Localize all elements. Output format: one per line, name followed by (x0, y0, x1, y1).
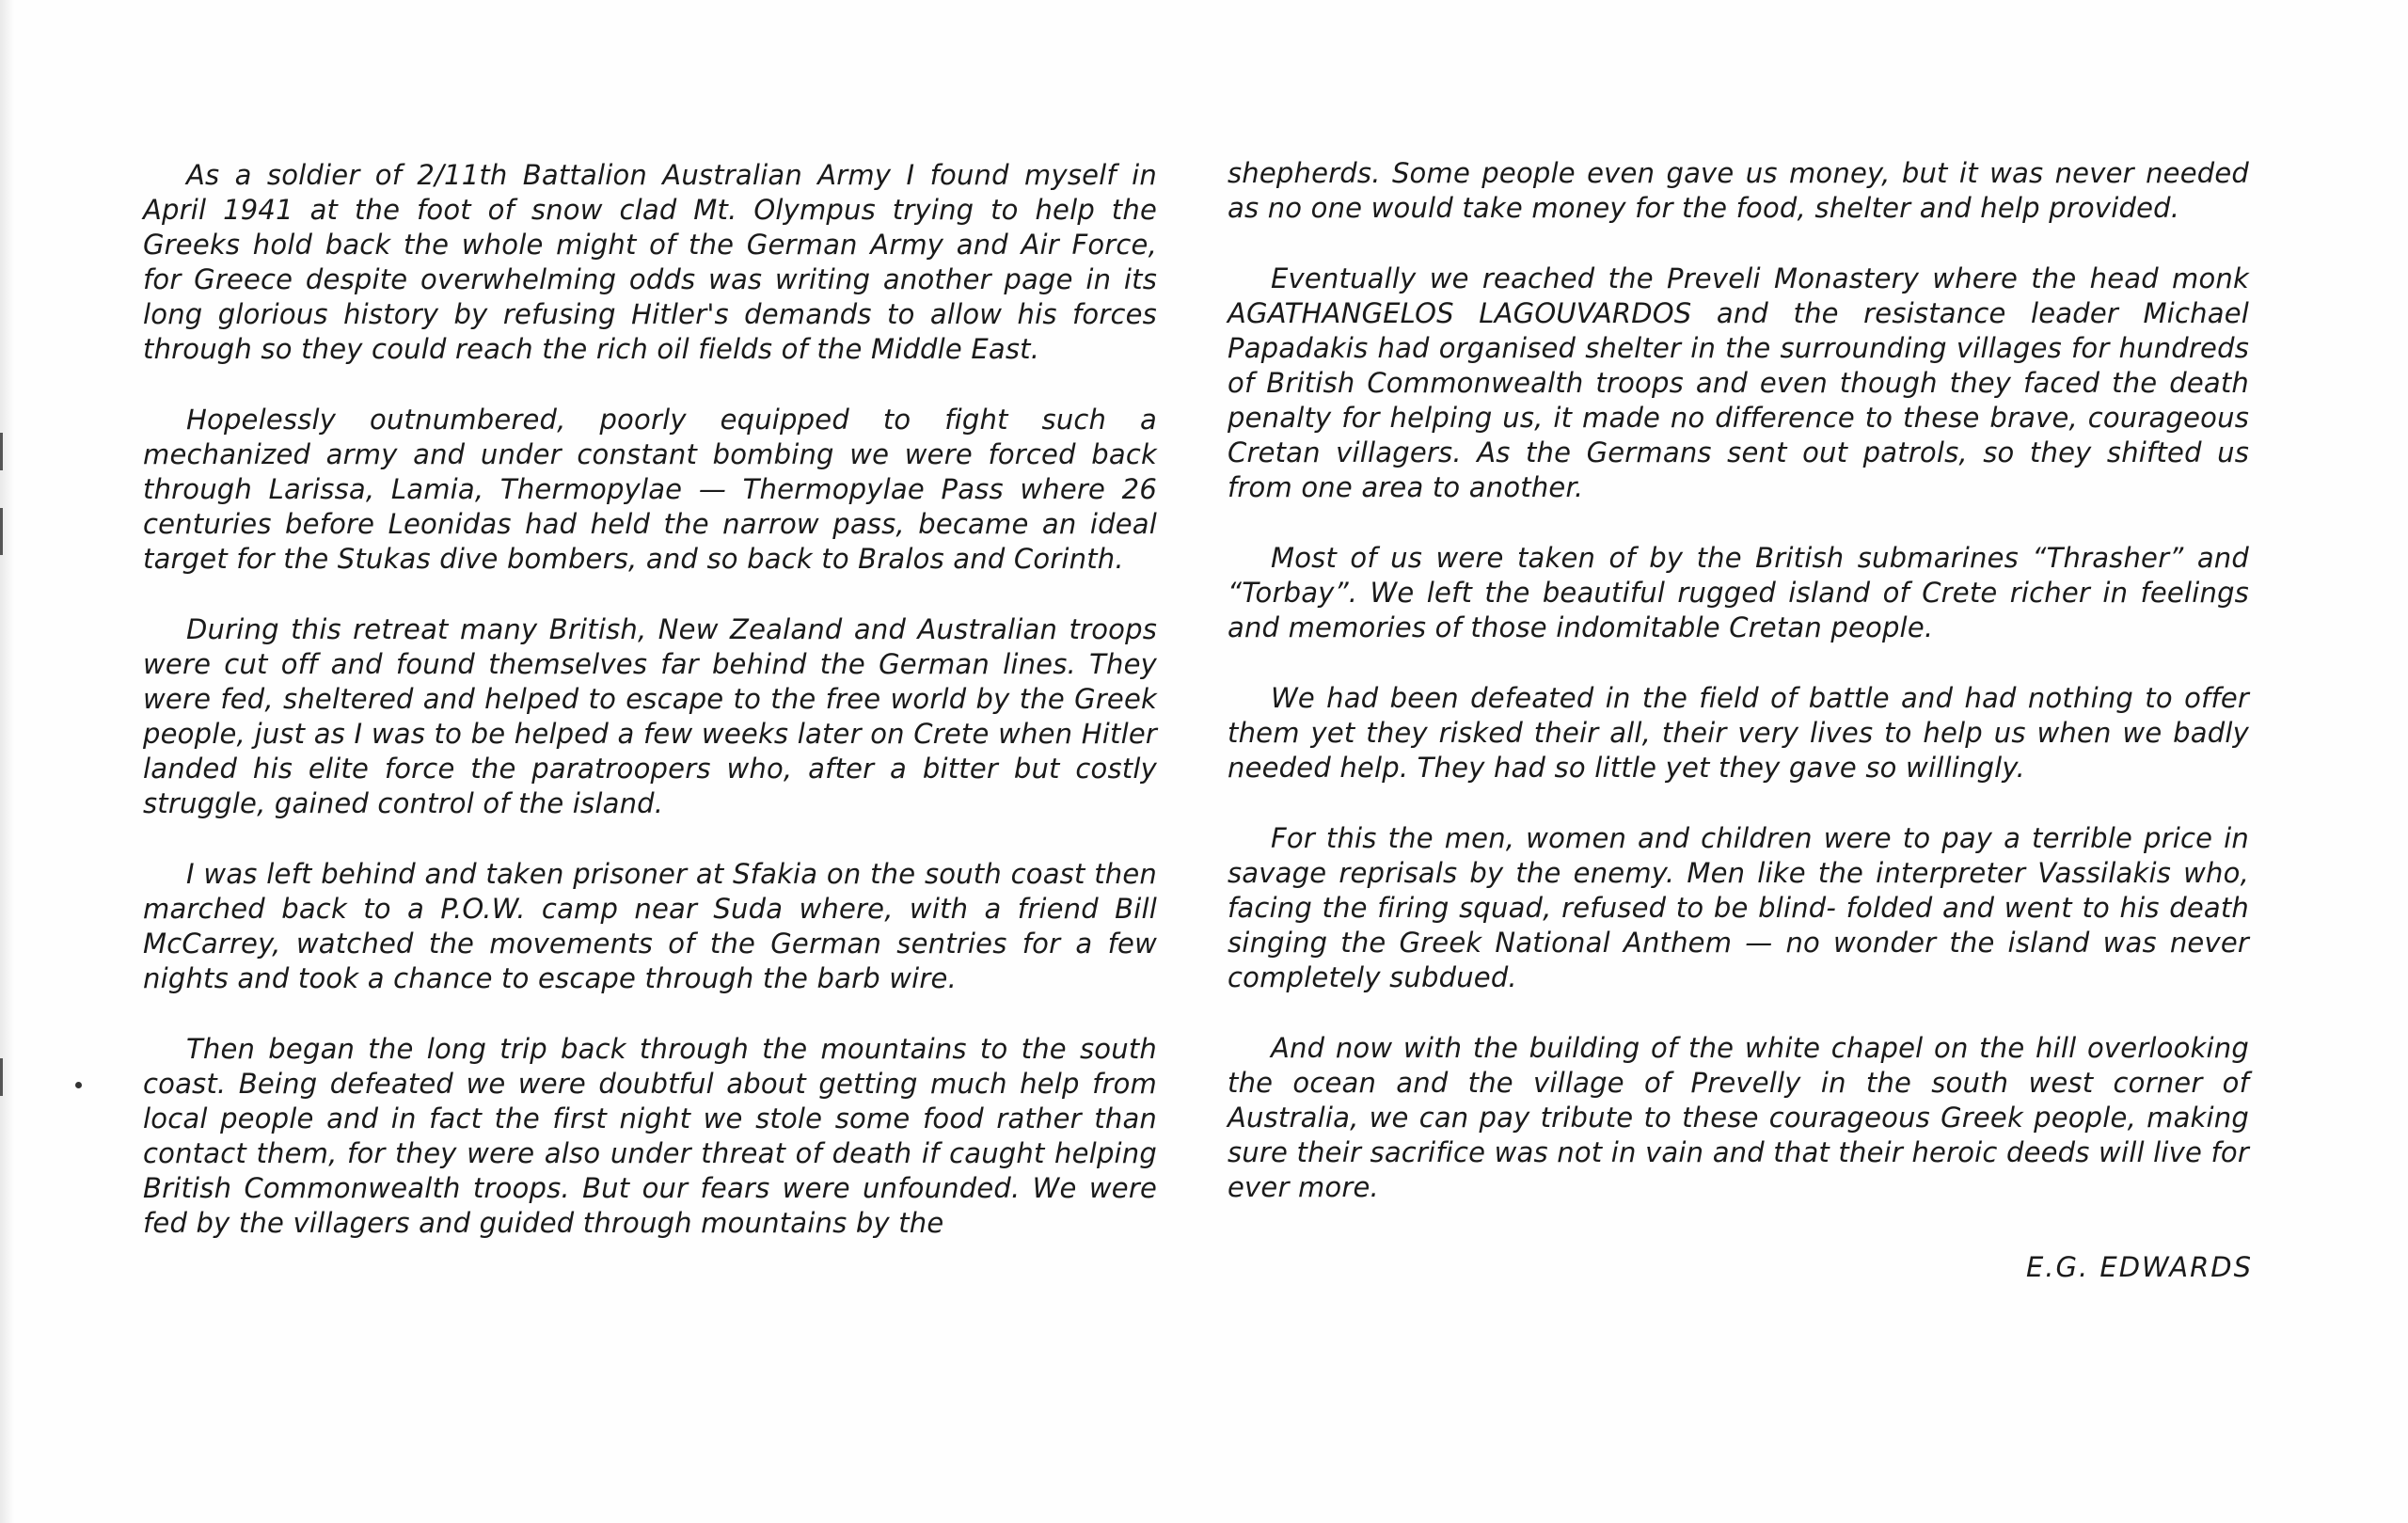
paragraph: Then began the long trip back through the mountains to the south coast. Being defeated we were doubtful about getting much help from local people and in fact the first night we stole some food rather than contact them, for they were also under threat of death if caught helping British Commonwealth troops. But our fears were unfounded. We were fed by the villagers and guided through mountains by the (143, 1033, 1157, 1239)
author-signature: E.G. EDWARDS (2025, 1251, 2253, 1283)
scan-edge-mark (0, 433, 3, 470)
paragraph: Most of us were taken of by the British submarines “Thrasher” and “Torbay”. We left the beautiful rugged island of Crete richer in feelings and memories of those indomitable Cretan people. (1228, 542, 2249, 643)
scan-dot-mark (75, 1082, 82, 1088)
right-column (1228, 156, 2249, 1241)
paragraph: Hopelessly outnumbered, poorly equipped to fight such a mechanized army and under constant bombing we were forced back through Larissa, Lamia, Thermopylae — Thermopylae Pass where 26 centuries before Leonidas had held the narrow pass, became an ideal target for the Stukas dive bombers, and so back to Bralos and Corinth. (143, 404, 1157, 575)
paragraph: As a soldier of 2/11th Battalion Australian Army I found myself in April 1941 at the foot of snow clad Mt. Olympus trying to help the Greeks hold back the whole might of the German Army and Air Force, for Greece despite overwhelming odds was writing another page in its long glorious history by refusing Hitler's demands to allow his forces through so they could reach the rich oil fields of the Middle East. (143, 159, 1157, 365)
paragraph: During this retreat many British, New Zealand and Australian troops were cut off and found themselves far behind the German lines. They were fed, sheltered and helped to escape to the free world by the Greek people, just as I was to be helped a few weeks later on Crete when Hitler landed his elite force the paratroopers who, after a bitter but costly struggle, gained control of the island. (143, 613, 1157, 819)
paragraph: Eventually we reached the Preveli Monastery where the head monk AGATHANGELOS LAGOUVARDOS and the resistance leader Michael Papadakis had organised shelter in the surrounding villages for hundreds of British Commonwealth troops and even though they faced the death penalty for helping us, it made no difference to these brave, courageous Cretan villagers. As the Germans sent out patrols, so they shifted us from one area to another. (1228, 262, 2249, 503)
scan-edge-mark (0, 1058, 3, 1096)
paragraph: We had been defeated in the field of battle and had nothing to offer them yet they risked their all, their very lives to help us when we badly needed help. They had so little yet they gave so willingly. (1228, 682, 2249, 784)
paragraph-continuation: shepherds. Some people even gave us money, but it was never needed as no one would take money for the food, shelter and help provided. (1228, 157, 2249, 224)
paragraph: For this the men, women and children were to pay a terrible price in savage reprisals by the enemy. Men like the interpreter Vassilakis who, facing the firing squad, refused to be blind- folded and went to his death singing the Greek National Anthem — no wonder the island was never completely subdued. (1228, 822, 2249, 993)
paragraph: I was left behind and taken prisoner at Sfakia on the south coast then marched back to a P.O.W. camp near Suda where, with a friend Bill McCarrey, watched the movements of the German sentries for a few nights and took a chance to escape through the barb wire. (143, 858, 1157, 994)
binding-shadow (0, 0, 15, 1523)
paragraph: And now with the building of the white chapel on the hill overlooking the ocean and the village of Prevelly in the south west corner of Australia, we can pay tribute to these courageous Greek people, making sure their sacrifice was not in vain and that their heroic deeds will live for ever more. (1228, 1032, 2249, 1203)
left-column (143, 158, 1157, 1277)
scan-edge-mark (0, 508, 3, 555)
